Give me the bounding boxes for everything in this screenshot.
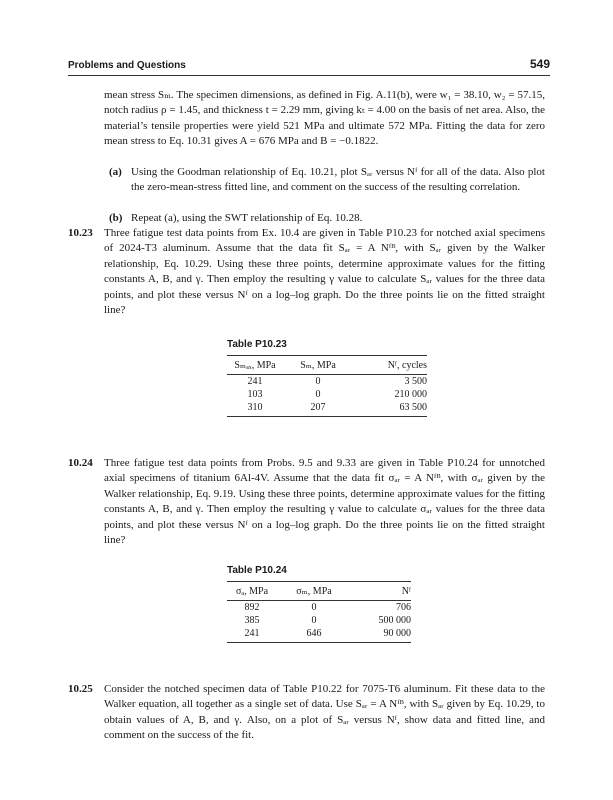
- table-cell: 310: [227, 401, 283, 417]
- continued-paragraph: mean stress Sₘ. The specimen dimensions, as defined in Fig. A.11(b), were w₁ = 38.10, w₂ = 57.15, notch radius ρ = 1.45, and thickness t = 2.29 mm, giving kₜ = 4.00 on the basis of net area. Also, the material’s tensile properties were yield 521 MPa and ultimate 572 MPa. Fitting the data for zero mean stress to Eq. 10.31 gives A = 676 MPa and B = −0.1822.: [104, 89, 545, 148]
- table-row: [227, 388, 427, 401]
- table-cell: 0: [315, 376, 321, 387]
- page-number: 549: [529, 57, 550, 71]
- table-p10-23: [227, 355, 427, 417]
- column-header: Sₘ, MPa: [283, 356, 353, 375]
- table-cell: 207: [283, 401, 353, 417]
- table-cell: 385: [244, 615, 260, 626]
- table-cell: 3 500: [404, 376, 427, 387]
- column-header: Nᶠ: [351, 582, 411, 601]
- table-header-row: [227, 582, 411, 601]
- table-cell: 500 000: [378, 615, 411, 626]
- problem-text-10-24: Three fatigue test data points from Probs. 9.5 and 9.33 are given in Table P10.24 for unnotched axial specimens of titanium 6Al-4V. Assume that the data fit σₐᵣ = A Nᶠᴮ, with σₐᵣ given by the Walker relationship, Eq. 9.19. Using these three points, determine approximate values for the fitting constants A, B, and γ. Then employ the resulting γ value to calculate σₐᵣ values for the three data points, and plot these versus Nᶠ on a log–log graph. Do the three points lie on the fitted straight line?: [104, 457, 545, 547]
- table-cell: 63 500: [353, 401, 427, 417]
- table-cell: 0: [311, 615, 317, 626]
- item-b-text: Repeat (a), using the SWT relationship of Eq. 10.28.: [131, 212, 363, 224]
- table-p10-24: [227, 581, 411, 643]
- item-a-label: (a): [109, 166, 122, 178]
- table-cell: 103: [247, 389, 263, 400]
- item-b-label: (b): [109, 212, 123, 224]
- column-header: Sₘₐₓ, MPa: [227, 356, 283, 375]
- table-row: [227, 375, 427, 389]
- table-cell: 90 000: [351, 627, 411, 643]
- table-row: [227, 627, 411, 643]
- table-cell: 0: [311, 602, 317, 613]
- table-cell: 646: [277, 627, 351, 643]
- table-p10-23-title: Table P10.23: [227, 339, 287, 350]
- running-header: [68, 57, 550, 76]
- problem-number-10-24: 10.24: [68, 457, 93, 469]
- table-cell: 706: [396, 602, 411, 613]
- table-cell: 241: [227, 627, 277, 643]
- table-p10-24-title: Table P10.24: [227, 565, 287, 576]
- table-row: [227, 601, 411, 615]
- table-row: [227, 401, 427, 417]
- table-header-row: [227, 356, 427, 375]
- problem-text-10-23: Three fatigue test data points from Ex. 10.4 are given in Table P10.23 for notched axial specimens of 2024-T3 aluminum. Assume that the data fit Sₐᵣ = A Nᶠᴮ, with Sₐᵣ given by the Walker relationship, Eq. 10.29. Using these three points, determine approximate values for the fitting constants A, B, and γ. Then employ the resulting γ value to calculate Sₐᵣ values for the three data points, and plot these versus Nᶠ on a log–log graph. Do the three points lie on the fitted straight line?: [104, 227, 545, 317]
- table-cell: 210 000: [394, 389, 427, 400]
- problem-number-10-23: 10.23: [68, 227, 93, 239]
- problem-text-10-25: Consider the notched specimen data of Table P10.22 for 7075-T6 aluminum. Fit these data to the Walker equation, all together as a single set of data. Use Sₐᵣ = A Nᶠᴮ, with Sₐᵣ given by Eq. 10.29, to obtain values of A, B, and γ. Also, on a plot of Sₐᵣ versus Nᶠ, show data and fitted line, and comment on the success of the fit.: [104, 683, 545, 742]
- running-header-title: Problems and Questions: [68, 60, 186, 71]
- column-header: σₐ, MPa: [227, 582, 277, 601]
- table-cell: 892: [244, 602, 260, 613]
- problem-number-10-25: 10.25: [68, 683, 93, 695]
- table-cell: 0: [315, 389, 321, 400]
- item-a-text: Using the Goodman relationship of Eq. 10.21, plot Sₐᵣ versus Nᶠ for all of the data. Also plot the zero-mean-stress fitted line, and comment on the success of the resulting correlation.: [131, 166, 545, 194]
- column-header: σₘ, MPa: [277, 582, 351, 601]
- table-cell: 241: [247, 376, 263, 387]
- table-row: [227, 614, 411, 627]
- column-header: Nᶠ, cycles: [353, 356, 427, 375]
